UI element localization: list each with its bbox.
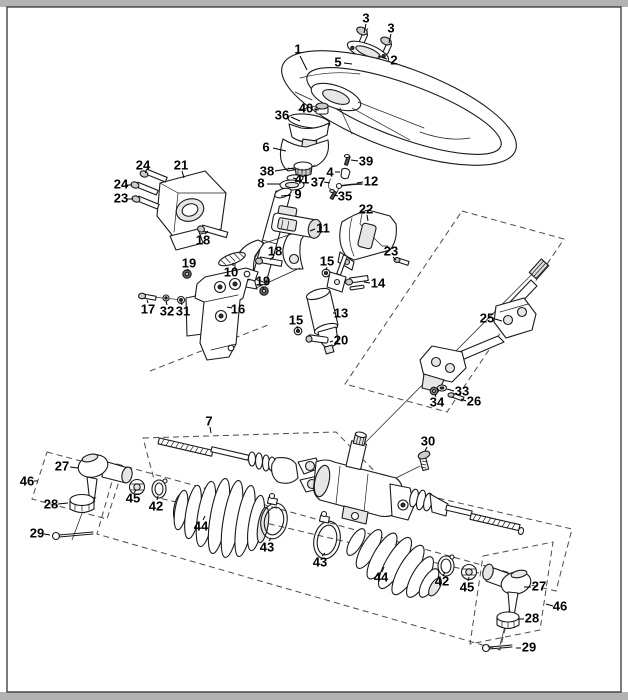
callout-label-45-55: 45 <box>459 579 475 595</box>
callout-label-16-35: 16 <box>230 301 246 317</box>
callout-label-27-56: 27 <box>531 578 547 594</box>
callout-label-32-33: 32 <box>159 303 175 319</box>
callout-label-19-30: 19 <box>255 273 271 289</box>
callout-label-18-24: 18 <box>267 243 283 259</box>
callout-label-34-40: 34 <box>429 394 445 410</box>
callout-label-23-18: 23 <box>113 190 129 206</box>
callout-label-7-42: 7 <box>205 413 213 429</box>
callout-label-45-46: 45 <box>125 490 141 506</box>
callout-label-27-44: 27 <box>54 458 70 474</box>
callout-label-38-11: 38 <box>259 163 275 179</box>
callout-label-29-49: 29 <box>29 525 45 541</box>
callout-label-24-9: 24 <box>135 157 151 173</box>
callout-label-2-4: 2 <box>390 52 398 68</box>
callout-label-46-45: 46 <box>19 473 35 489</box>
callout-label-46-57: 46 <box>552 598 568 614</box>
callout-label-24-13: 24 <box>113 176 129 192</box>
part-washer-33 <box>438 385 447 391</box>
callout-label-18-23: 18 <box>195 232 211 248</box>
callout-label-17-32: 17 <box>140 301 156 317</box>
callout-label-14-29: 14 <box>370 275 386 291</box>
part-castle-nut-28-right <box>497 612 519 629</box>
callout-label-8-14: 8 <box>257 175 265 191</box>
part-washer-32 <box>163 295 169 301</box>
callout-label-31-34: 31 <box>175 303 191 319</box>
callout-label-11-22: 11 <box>316 220 330 236</box>
callout-label-4-12: 4 <box>326 164 334 180</box>
callout-label-30-43: 30 <box>420 433 436 449</box>
callout-label-44-50: 44 <box>193 518 209 534</box>
callout-label-15-37: 15 <box>288 312 304 328</box>
callout-label-19-28: 19 <box>181 255 197 271</box>
callout-label-33-39: 33 <box>454 383 470 399</box>
callout-label-41-15: 41 <box>294 171 310 187</box>
callout-label-42-54: 42 <box>434 573 450 589</box>
callout-label-6-7: 6 <box>262 139 270 155</box>
callout-label-42-47: 42 <box>148 498 164 514</box>
callout-label-25-31: 25 <box>479 310 495 326</box>
part-clip-4 <box>341 168 350 178</box>
callout-label-23-25: 23 <box>383 243 399 259</box>
callout-label-20-38: 20 <box>333 332 349 348</box>
callout-label-13-36: 13 <box>333 305 349 321</box>
callout-label-9-19: 9 <box>294 186 302 202</box>
callout-label-39-8: 39 <box>358 153 374 169</box>
callout-label-36-6: 36 <box>274 107 290 123</box>
callout-label-37-16: 37 <box>310 174 326 190</box>
part-clamp-42-left <box>152 479 167 498</box>
part-castle-nut-28-left <box>70 495 94 513</box>
callout-label-43-51: 43 <box>259 539 275 555</box>
part-nut-15a <box>322 269 330 277</box>
callout-label-1-2: 1 <box>294 41 302 57</box>
callout-label-21-10: 21 <box>173 157 189 173</box>
callout-label-3-0: 3 <box>362 10 370 26</box>
callout-label-3-1: 3 <box>387 20 395 36</box>
callout-label-44-53: 44 <box>373 569 389 585</box>
callout-label-5-3: 5 <box>334 54 342 70</box>
callout-label-28-58: 28 <box>524 610 540 626</box>
part-nut-19a <box>183 270 191 278</box>
callout-label-10-27: 10 <box>223 264 239 280</box>
bottom-gray-bar <box>0 692 628 700</box>
callout-label-29-59: 29 <box>521 639 537 655</box>
part-horn-contact-40 <box>316 103 328 114</box>
callout-label-22-21: 22 <box>358 201 374 217</box>
callout-label-40-5: 40 <box>298 100 314 116</box>
callout-label-35-20: 35 <box>337 188 353 204</box>
callout-label-43-52: 43 <box>312 554 328 570</box>
callout-label-26-41: 26 <box>466 393 482 409</box>
callout-label-15-26: 15 <box>319 253 335 269</box>
callout-label-12-17: 12 <box>363 173 379 189</box>
callout-label-28-48: 28 <box>43 496 59 512</box>
top-gray-bar <box>0 0 628 7</box>
